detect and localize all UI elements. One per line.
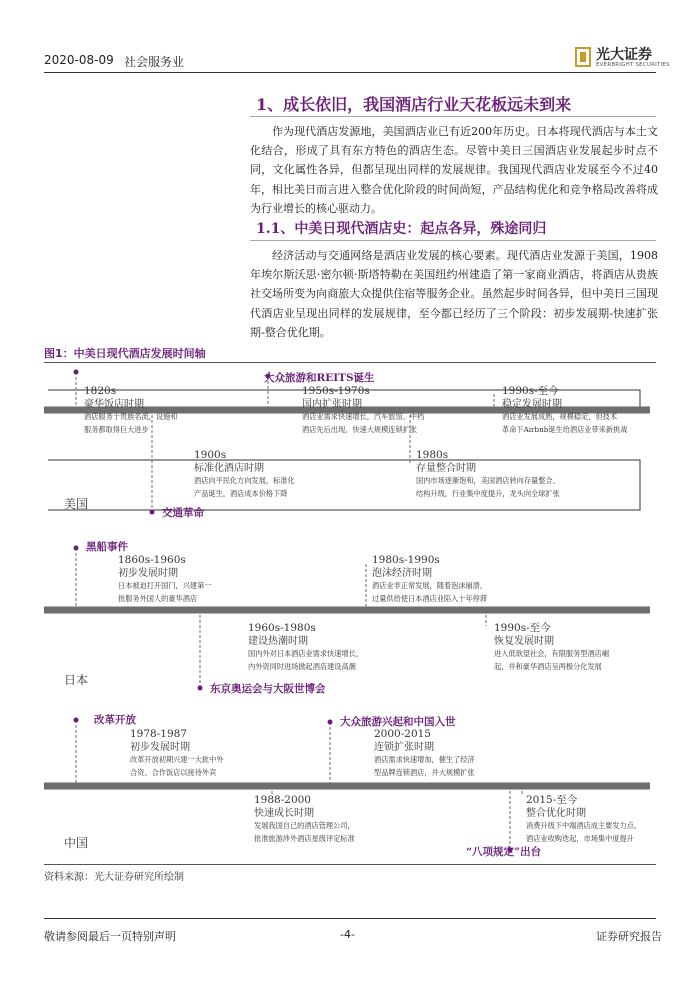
footer-disclaimer: 敬请参阅最后一页特别声明 bbox=[44, 930, 176, 943]
figure-source: 资料来源：光大证券研究所绘制 bbox=[44, 872, 184, 883]
china-event-2000 bbox=[374, 728, 475, 779]
event-label: 恢复发展时期 bbox=[494, 636, 554, 647]
usa-event-1950s bbox=[302, 385, 424, 436]
event-desc-line: 产品诞生，酒店成本价格下降 bbox=[194, 488, 288, 498]
event-desc-line: 酒店业发展成熟，规模稳定，但技术 bbox=[502, 412, 618, 421]
event-period: 1820s bbox=[84, 385, 117, 397]
event-desc-line: 服务都取得巨大进步 bbox=[84, 424, 149, 434]
event-period: 1988-2000 bbox=[254, 794, 311, 806]
event-desc-line: 改革开放初期兴建一大批中外 bbox=[130, 755, 224, 764]
event-label: 泡沫经济时期 bbox=[372, 568, 432, 579]
event-label: 初步发展时期 bbox=[130, 742, 190, 753]
event-desc-line: 型品牌连锁酒店，并大规模扩张 bbox=[374, 767, 475, 777]
event-desc-line: 发展我国自己的酒店管理公司， bbox=[254, 821, 355, 830]
logo-english: EVERBRIGHT SECURITIES bbox=[596, 62, 670, 68]
china-milestone-reform: 改革开放 bbox=[94, 714, 136, 726]
event-label: 国内扩张时期 bbox=[302, 399, 362, 410]
usa-event-1980s bbox=[416, 449, 560, 500]
china-dot-wto bbox=[328, 720, 333, 725]
event-desc-line: 酒店服务于贵族名流，设施和 bbox=[84, 412, 178, 421]
event-desc-line: 酒店需求快速增加，催生了经济 bbox=[374, 755, 475, 764]
logo-name: 光大证券 bbox=[596, 47, 652, 63]
event-desc-line: 酒店先后出现，快速大规模连锁扩张 bbox=[302, 424, 418, 434]
event-period: 2000-2015 bbox=[374, 728, 431, 740]
event-label: 稳定发展时期 bbox=[502, 399, 562, 410]
country-label-usa: 美国 bbox=[64, 497, 89, 511]
footer-rule bbox=[44, 918, 656, 919]
event-period: 1960s-1980s bbox=[248, 622, 316, 634]
usa-dot-transport bbox=[150, 510, 155, 515]
event-desc-line: 合资、合作饭店以接待外宾 bbox=[130, 767, 217, 777]
usa-event-1990s bbox=[502, 385, 627, 436]
event-desc-line: 日本被迫打开国门，兴建第一 bbox=[118, 581, 212, 590]
china-dot-reform bbox=[74, 718, 79, 723]
japan-event-1860s bbox=[118, 554, 211, 605]
logo-mark-icon bbox=[574, 46, 592, 68]
usa-milestone-reits: 大众旅游和REITS诞生 bbox=[264, 372, 375, 384]
page-number: -4- bbox=[340, 928, 355, 941]
china-event-2015 bbox=[526, 794, 641, 845]
footer-report-type: 证券研究报告 bbox=[596, 930, 662, 943]
event-period: 1990s-至今 bbox=[502, 385, 559, 397]
event-period: 2015-至今 bbox=[526, 794, 578, 806]
china-event-1978 bbox=[130, 728, 223, 779]
event-desc-line: 过量供给使日本酒店业陷入十年停滞 bbox=[372, 593, 488, 603]
header-rule bbox=[44, 72, 656, 73]
section-1-1-paragraph: 经济活动与交通网络是酒店业发展的核心要素。现代酒店业发源于美国，1908年埃尔斯沃思·密尔顿·斯塔特勒在美国纽约州建造了第一家商业酒店，将酒店从贵族社交场所变为向商旅大众提供住宿等服务企业。虽然起步时间各异，但中美日三国现代酒店业呈现出同样的发展规律，至今都已经历了三个阶段：初步发展期-快速扩张期-整合优化期。 bbox=[250, 249, 658, 339]
event-period: 1978-1987 bbox=[130, 728, 187, 740]
country-label-japan: 日本 bbox=[64, 673, 89, 687]
event-desc-line: 批服务外国人的豪华酒店 bbox=[118, 593, 198, 603]
usa-dot-1820s bbox=[74, 370, 79, 375]
event-desc-line: 批准旅游涉外酒店星级评定标准 bbox=[254, 833, 355, 843]
event-desc-line: 起，并和豪华酒店呈两极分化发展 bbox=[494, 661, 602, 671]
timeline-graphics bbox=[40, 364, 660, 862]
japan-milestone-olympics: 东京奥运会与大阪世博会 bbox=[210, 683, 326, 695]
event-label: 建设热潮时期 bbox=[248, 636, 308, 647]
china-milestone-eight-rules: “八项规定”出台 bbox=[466, 846, 542, 858]
header-sector: 社会服务业 bbox=[124, 55, 185, 69]
japan-event-1980s bbox=[372, 554, 487, 605]
japan-milestone-blackship: 黑船事件 bbox=[86, 541, 128, 553]
section-1-rule bbox=[250, 116, 656, 117]
figure-title: 图1：中美日现代酒店发展时间轴 bbox=[44, 347, 206, 360]
japan-event-1990s bbox=[494, 622, 609, 673]
event-period: 1950s-1970s bbox=[302, 385, 370, 397]
event-label: 初步发展时期 bbox=[118, 568, 178, 579]
event-period: 1900s bbox=[194, 449, 227, 461]
event-period: 1990s-至今 bbox=[494, 622, 551, 634]
event-desc-line: 酒店业非正常发展，随着泡沫崩溃， bbox=[372, 581, 488, 590]
event-label: 豪华饭店时期 bbox=[84, 399, 144, 410]
japan-dot-olympics bbox=[198, 686, 203, 691]
event-desc-line: 酒店业需求快速增长，汽车旅馆、中档 bbox=[302, 412, 425, 421]
event-desc-line: 结构升级，行业集中度提升，龙头向全球扩张 bbox=[416, 488, 560, 498]
japan-event-1960s bbox=[248, 622, 363, 673]
section-1-1-rule bbox=[250, 240, 656, 241]
event-label: 标准化酒店时期 bbox=[194, 463, 264, 474]
company-logo bbox=[574, 44, 670, 70]
event-desc-line: 酒店向平民化方向发展，标准化 bbox=[194, 476, 295, 485]
figure-bottom-rule bbox=[44, 864, 656, 865]
country-label-china: 中国 bbox=[64, 836, 89, 850]
usa-milestone-transport: 交通革命 bbox=[162, 507, 204, 519]
event-desc-line: 消费升级下中端酒店成主要发力点， bbox=[526, 821, 642, 830]
usa-event-1900s bbox=[194, 449, 295, 500]
section-1-1-heading: 1.1、中美日现代酒店史：起点各异，殊途同归 bbox=[256, 221, 547, 237]
event-label: 快速成长时期 bbox=[254, 808, 314, 819]
header-date: 2020-08-09 bbox=[44, 53, 114, 67]
event-period: 1860s-1960s bbox=[118, 554, 186, 566]
event-label: 整合优化时期 bbox=[526, 808, 586, 819]
event-desc-line: 酒店业收购迭起，市场集中度提升 bbox=[526, 833, 634, 843]
event-period: 1980s-1990s bbox=[372, 554, 440, 566]
event-desc-line: 国内外对日本酒店业需求快速增长， bbox=[248, 649, 364, 658]
japan-dot-blackship bbox=[74, 546, 79, 551]
event-label: 存量整合时期 bbox=[416, 463, 476, 474]
china-milestone-wto: 大众旅游兴起和中国入世 bbox=[340, 716, 456, 728]
event-desc-line: 国内市场逐渐饱和，美国酒店转向存量整合、 bbox=[416, 476, 560, 485]
event-desc-line: 革命下Airbnb诞生给酒店业带来新挑战 bbox=[502, 424, 628, 434]
section-1-heading: 1、成长依旧，我国酒店行业天花板远未到来 bbox=[256, 95, 572, 114]
event-period: 1980s bbox=[416, 449, 449, 461]
figure-top-rule bbox=[44, 362, 656, 363]
hotel-development-timeline bbox=[40, 364, 660, 862]
section-1-paragraph: 作为现代酒店发源地，美国酒店业已有近200年历史。日本将现代酒店与本土文化结合，形成了具有东方特色的酒店生态。尽管中美日三国酒店业发展起步时点不同，文化属性各异，但都呈现出同样的发展规律。我国现代酒店业发展至今不过40年，相比美日而言进入整合优化阶段的时间尚短，产品结构优化和竞争格局改善将成为行业增长的核心驱动力。 bbox=[250, 125, 658, 215]
event-desc-line: 进入低欲望社会，有限服务型酒店崛 bbox=[494, 649, 610, 658]
event-label: 连锁扩张时期 bbox=[374, 742, 434, 753]
usa-event-1820s bbox=[84, 385, 177, 436]
event-desc-line: 内外资同时进场掀起酒店建设高潮 bbox=[248, 661, 356, 671]
china-event-1988 bbox=[254, 794, 355, 845]
